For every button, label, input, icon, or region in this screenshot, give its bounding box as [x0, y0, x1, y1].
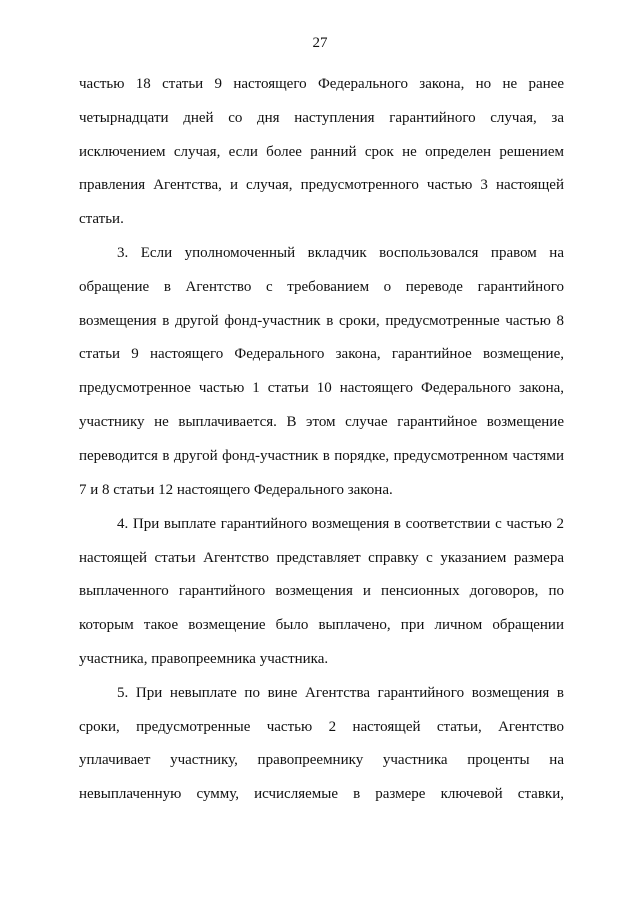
- text-line: невыплаченную сумму, исчисляемые в размере ключевой ставки,: [79, 786, 564, 802]
- paragraph-first-line: 3. Если уполномоченный вкладчик воспользовался правом на: [117, 245, 564, 261]
- paragraph-first-line: 4. При выплате гарантийного возмещения в соответствии с частью 2: [117, 516, 564, 532]
- text-line: статьи.: [79, 211, 124, 227]
- text-line: возмещения в другой фонд-участник в сроки, предусмотренные частью 8: [79, 313, 564, 329]
- page-number: 27: [312, 35, 328, 51]
- text-line: правления Агентства, и случая, предусмотренного частью 3 настоящей: [79, 177, 564, 193]
- text-line: уплачивает участнику, правопреемнику участника проценты на: [79, 752, 564, 768]
- text-line: 7 и 8 статьи 12 настоящего Федерального закона.: [79, 482, 393, 498]
- text-line: сроки, предусмотренные частью 2 настоящей статьи, Агентство: [79, 719, 564, 735]
- text-line: предусмотренное частью 1 статьи 10 настоящего Федерального закона,: [79, 380, 564, 396]
- text-line: участнику не выплачивается. В этом случае гарантийное возмещение: [79, 414, 564, 430]
- text-line: выплаченного гарантийного возмещения и пенсионных договоров, по: [79, 583, 564, 599]
- text-line: четырнадцати дней со дня наступления гарантийного случая, за: [79, 110, 564, 126]
- text-line: которым такое возмещение было выплачено, при личном обращении: [79, 617, 564, 633]
- paragraph-first-line: 5. При невыплате по вине Агентства гарантийного возмещения в: [117, 685, 564, 701]
- text-line: частью 18 статьи 9 настоящего Федерального закона, но не ранее: [79, 76, 564, 92]
- text-line: статьи 9 настоящего Федерального закона, гарантийное возмещение,: [79, 346, 564, 362]
- text-line: настоящей статьи Агентство представляет справку с указанием размера: [79, 550, 564, 566]
- text-line: участника, правопреемника участника.: [79, 651, 329, 667]
- text-line: обращение в Агентство с требованием о переводе гарантийного: [79, 279, 564, 295]
- text-line: переводится в другой фонд-участник в порядке, предусмотренном частями: [79, 448, 564, 464]
- text-line: исключением случая, если более ранний срок не определен решением: [79, 144, 564, 160]
